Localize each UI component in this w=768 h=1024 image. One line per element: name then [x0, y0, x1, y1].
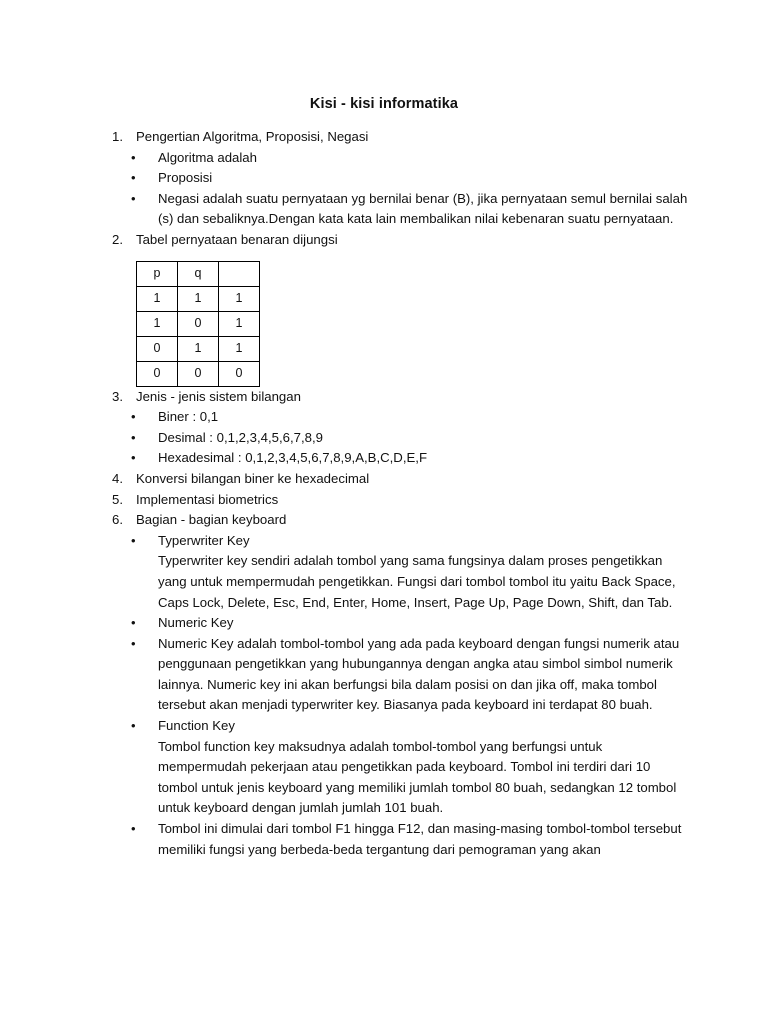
item-number: 5.: [112, 491, 123, 507]
bullet-icon: •: [131, 718, 136, 734]
table-cell: 1: [178, 286, 219, 311]
table-cell: 1: [178, 336, 219, 361]
bullet-text: Numeric Key: [158, 615, 234, 631]
item-heading: Tabel pernyataan benaran dijungsi: [136, 231, 338, 247]
item-number: 2.: [112, 231, 123, 247]
item-heading: Implementasi biometrics: [136, 491, 279, 507]
list-item: [112, 387, 692, 408]
bullet-text: Function Key: [158, 718, 235, 734]
bullet-item: [112, 819, 692, 860]
table-row: [137, 311, 260, 336]
item-heading: Jenis - jenis sistem bilangan: [136, 388, 301, 404]
table-cell: 0: [137, 336, 178, 361]
table-header-cell: p: [137, 261, 178, 286]
bullet-icon: •: [131, 450, 136, 466]
table-cell: 1: [219, 336, 260, 361]
bullet-list: [112, 531, 692, 552]
table-cell: 0: [137, 361, 178, 386]
bullet-icon: •: [131, 821, 136, 837]
bullet-text: Biner : 0,1: [158, 409, 219, 425]
bullet-text: Proposisi: [158, 170, 213, 186]
item-number: 6.: [112, 512, 123, 528]
paragraph: Typerwriter key sendiri adalah tombol yang sama fungsinya dalam proses pengetikkan yang untuk mempermudah pengetikkan. Fungsi dari tombol tombol itu yaitu Back Space, Caps Lock, Delete, Esc, End, Enter, Home, Insert, Page Up, Page Down, Shift, dan Tab.: [158, 553, 676, 610]
bullet-list: [112, 148, 692, 230]
bullet-item: [112, 189, 692, 230]
table-header-cell: q: [178, 261, 219, 286]
list-item: [112, 127, 692, 148]
bullet-text: Algoritma adalah: [158, 149, 257, 165]
list-item: [112, 490, 692, 511]
bullet-icon: •: [131, 409, 136, 425]
table-row: [137, 336, 260, 361]
bullet-icon: •: [131, 615, 136, 631]
bullet-item: [112, 428, 692, 449]
list-item: [112, 230, 692, 251]
paragraph: Tombol function key maksudnya adalah tombol-tombol yang berfungsi untuk mempermudah pekerjaan atau pengetikkan pada keyboard. Tombol ini terdiri dari 10 tombol untuk jenis keyboard yang memiliki jumlah tombol 80 buah, sedangkan 12 tombol untuk keyboard dengan jumlah jumlah 101 buah.: [158, 738, 677, 816]
bullet-text: Numeric Key adalah tombol-tombol yang ada pada keyboard dengan fungsi numerik atau penggunaan pengetikkan yang hubungannya dengan angka atau simbol simbol numerik lainnya. Numeric key ini akan berfungsi bila dalam posisi on dan jika off, maka tombol tersebut akan menjadi typerwriter key. Biasanya pada keyboard ini terdapat 80 buah.: [158, 635, 680, 713]
bullet-icon: •: [131, 190, 136, 206]
page-title: Kisi - kisi informatika: [309, 96, 459, 112]
item-heading: Pengertian Algoritma, Proposisi, Negasi: [136, 129, 369, 144]
bullet-list: [112, 613, 692, 737]
table-cell: 1: [219, 286, 260, 311]
table-cell: 1: [137, 311, 178, 336]
bullet-icon: •: [131, 170, 136, 186]
bullet-item: [112, 634, 692, 716]
item-heading: Konversi bilangan biner ke hexadecimal: [136, 470, 370, 486]
bullet-text: Typerwriter Key: [158, 532, 250, 548]
bullet-icon: •: [131, 429, 136, 445]
table-row: [137, 361, 260, 386]
list-item: [112, 510, 692, 531]
table-cell: 0: [178, 361, 219, 386]
table-cell: 0: [178, 311, 219, 336]
bullet-list: [112, 819, 692, 860]
bullet-icon: •: [131, 532, 136, 548]
bullet-icon: •: [131, 149, 136, 165]
item-heading: Bagian - bagian keyboard: [136, 512, 287, 528]
table-row: [137, 286, 260, 311]
bullet-text: Hexadesimal : 0,1,2,3,4,5,6,7,8,9,A,B,C,D,E,F: [158, 450, 428, 466]
item-number: 3.: [112, 388, 123, 404]
bullet-item: [112, 448, 692, 469]
bullet-text: Tombol ini dimulai dari tombol F1 hingga F12, dan masing-masing tombol-tombol tersebut memiliki fungsi yang berbeda-beda tergantung dari pemograman yang akan: [158, 821, 682, 857]
table-header-row: [137, 261, 260, 286]
table-cell: 0: [219, 361, 260, 386]
table-cell: 1: [137, 286, 178, 311]
bullet-item: [112, 531, 692, 552]
bullet-icon: •: [131, 635, 136, 651]
bullet-item: [112, 168, 692, 189]
bullet-list: [112, 407, 692, 469]
truth-table: [136, 261, 260, 387]
bullet-item: [112, 148, 692, 169]
item-number: 4.: [112, 470, 123, 486]
bullet-text: Desimal : 0,1,2,3,4,5,6,7,8,9: [158, 429, 323, 445]
item-number: 1.: [112, 129, 123, 144]
bullet-item: [112, 407, 692, 428]
bullet-item: [112, 716, 692, 737]
bullet-text: Negasi adalah suatu pernyataan yg bernilai benar (B), jika pernyataan semul bernilai salah (s) dan sebaliknya.Dengan kata kata lain membalikan nilai kebenaran suatu pernyataan.: [158, 190, 688, 227]
document-body: [112, 127, 692, 860]
table-cell: 1: [219, 311, 260, 336]
list-item: [112, 469, 692, 490]
bullet-item: [112, 613, 692, 634]
table-header-cell: [219, 261, 260, 286]
